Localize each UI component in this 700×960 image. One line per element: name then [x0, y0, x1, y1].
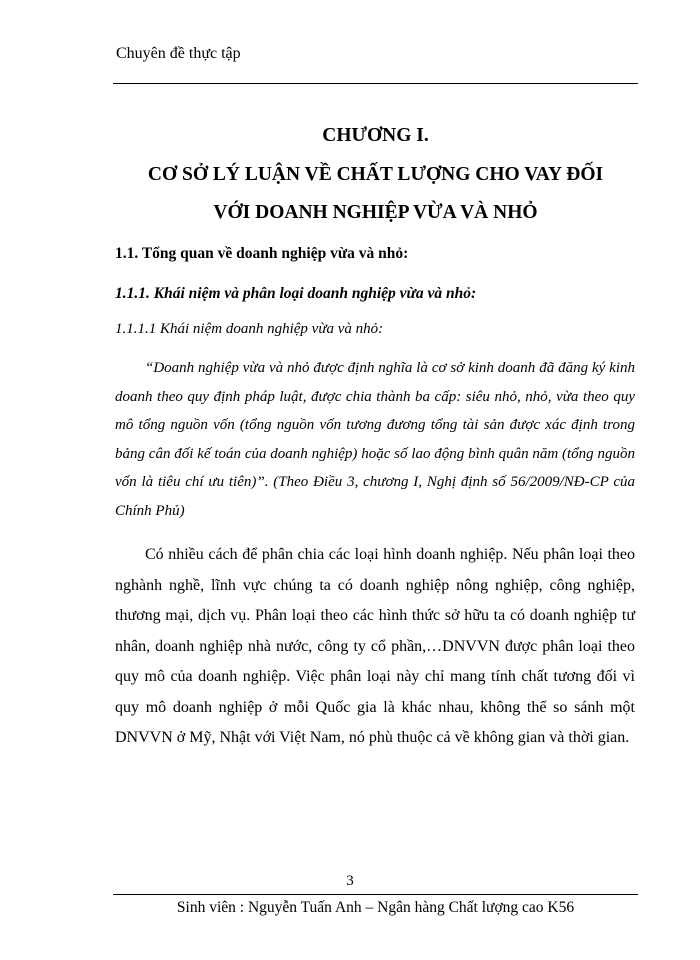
footer-rule: [113, 894, 638, 895]
chapter-title-line-1: CƠ SỞ LÝ LUẬN VỀ CHẤT LƯỢNG CHO VAY ĐỐI: [147, 164, 604, 185]
definition-quote: “Doanh nghiệp vừa và nhỏ được định nghĩa là cơ sở kinh doanh đã đăng ký kinh doanh theo quy định pháp luật, được chia thành ba cấp: siêu nhỏ, nhỏ, vừa theo quy mô tổng nguồn vốn (tổng nguồn vốn tương đương tổng tài sản được xác định trong bảng cân đối kế toán của doanh nghiệp) hoặc số lao động bình quân năm (tổng nguồn vốn là tiêu chí ưu tiên)”. (Theo Điều 3, chương I, Nghị định số 56/2009/NĐ-CP của Chính Phủ): [115, 360, 635, 519]
section-heading-1-1: 1.1. Tổng quan về doanh nghiệp vừa và nhỏ:: [115, 245, 409, 262]
body-paragraph: Có nhiều cách để phân chia các loại hình doanh nghiệp. Nếu phân loại theo nghành nghề, lĩnh vực chúng ta có doanh nghiệp nông nghiệp, công nghiệp, thương mại, dịch vụ. Phân loại theo các hình thức sở hữu ta có doanh nghiệp tư nhân, doanh nghiệp nhà nước, công ty cổ phần,…DNVVN được phân loại theo quy mô của doanh nghiệp. Việc phân loại này chỉ mang tính chất tương đối vì quy mô doanh nghiệp ở mỗi Quốc gia là khác nhau, không thể so sánh một DNVVN ở Mỹ, Nhật với Việt Nam, nó phù thuộc cả về không gian và thời gian.: [115, 546, 635, 746]
chapter-title-line-2: VỚI DOANH NGHIỆP VỪA VÀ NHỎ: [213, 202, 538, 223]
page-number: 3: [346, 873, 354, 889]
section-heading-1-1-1: 1.1.1. Khái niệm và phân loại doanh nghiệp vừa và nhỏ:: [115, 285, 477, 302]
chapter-number: CHƯƠNG I.: [322, 125, 429, 146]
header-rule: [113, 83, 638, 84]
footer-author: Sinh viên : Nguyễn Tuấn Anh – Ngân hàng Chất lượng cao K56: [176, 899, 575, 916]
section-heading-1-1-1-1: 1.1.1.1 Khái niệm doanh nghiệp vừa và nhỏ:: [115, 321, 384, 337]
page-header-title: Chuyên đề thực tập: [116, 45, 241, 62]
